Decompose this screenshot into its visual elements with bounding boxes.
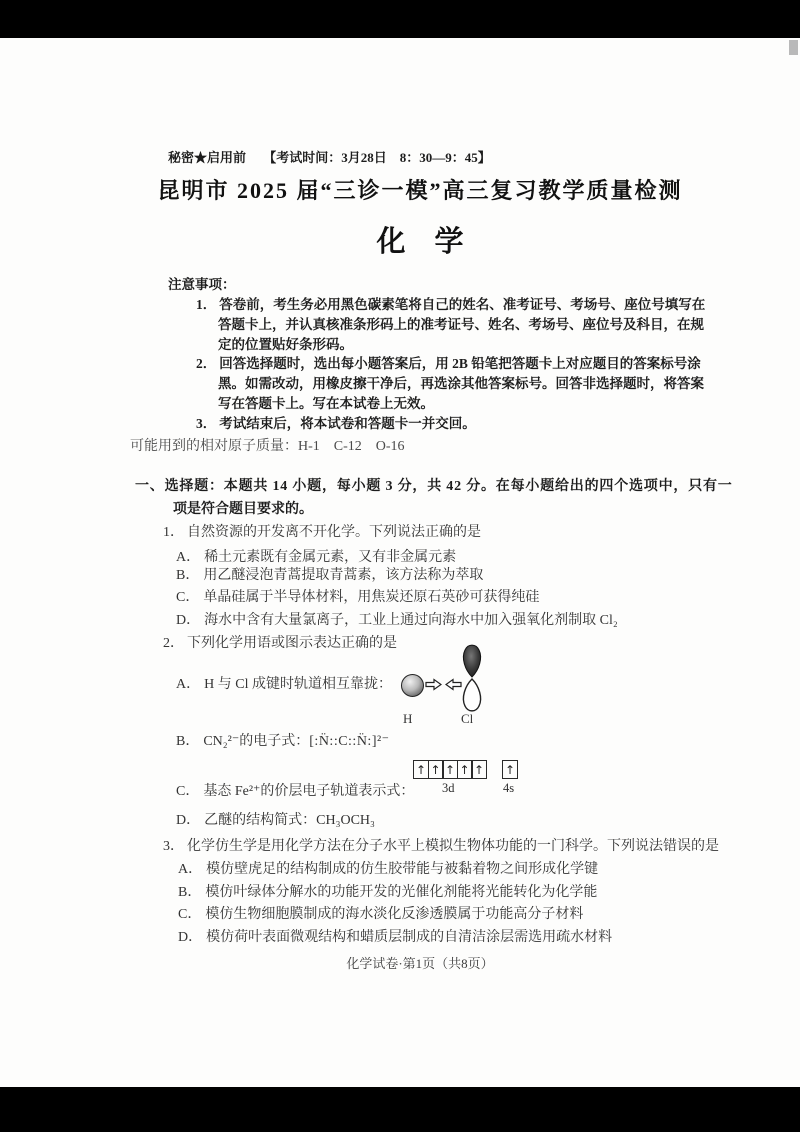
notice-item-1-line-2: 答题卡上，并认真核准条形码上的准考证号、姓名、考场号、座位号及科目，在规: [218, 317, 704, 332]
exam-time-label: 【考试时间：3月28日 8：30—9：45】: [263, 150, 491, 165]
option-text: 稀土元素既有金属元素，又有非金属元素: [204, 550, 457, 565]
question-2-text: 下列化学用语或图示表达正确的是: [187, 636, 397, 651]
option-text: 乙醚的结构简式：CH₃OCH₃: [204, 813, 375, 828]
notice-heading: 注意事项：: [168, 277, 236, 292]
orbital-box-4s: [502, 760, 517, 779]
atomic-mass-note: 可能用到的相对原子质量：H-1 C-12 O-16: [130, 439, 405, 454]
question-1-option-c: [176, 589, 539, 607]
notice-item-1-line-3: 定的位置贴好条形码。: [218, 337, 353, 352]
question-2-option-a: [176, 676, 392, 694]
option-label: D．: [178, 930, 203, 945]
option-label: A．: [176, 550, 201, 565]
option-label: B．: [176, 568, 200, 583]
question-2: [163, 635, 397, 653]
section-heading-line-1: 一、选择题：本题共 14 小题，每小题 3 分，共 42 分。在每小题给出的四个选项中，只有一: [135, 479, 733, 494]
p-orbital-icon: [455, 642, 489, 714]
question-3-option-a: [178, 861, 598, 879]
notice-item-2-text: 回答选择题时，选出每小题答案后，用 2B 铅笔把答题卡上对应题目的答案标号涂: [219, 356, 701, 371]
exam-title: 昆明市 2025 届“三诊一模”高三复习教学质量检测: [157, 178, 683, 203]
question-3-option-d: [178, 929, 612, 947]
question-2-option-b: [176, 733, 390, 751]
question-2-option-d: [176, 812, 375, 830]
notice-item-1-line-1: [196, 297, 705, 314]
subshell-label-4s: 4s: [503, 781, 515, 795]
option-label: B．: [176, 734, 200, 749]
subject-title: 化 学: [376, 226, 464, 258]
notice-item-2-line-2: 黑。如需改动，用橡皮擦干净后，再选涂其他答案标号。回答非选择题时，将答案: [218, 376, 704, 391]
notice-item-2-line-3: 写在答题卡上。写在本试卷上无效。: [218, 396, 434, 411]
question-1-option-d: [176, 612, 618, 630]
option-text: 单晶硅属于半导体材料，用焦炭还原石英砂可获得纯硅: [203, 590, 540, 605]
scan-black-bar-top: [0, 0, 800, 38]
notice-item-2-line-1: [196, 356, 701, 373]
option-label: C．: [176, 784, 200, 799]
question-1-text: 自然资源的开发离不开化学。下列说法正确的是: [187, 525, 481, 540]
option-text: 基态 Fe²⁺的价层电子轨道表示式：: [203, 784, 415, 799]
notice-item-1-text: 答卷前，考生务必用黑色碳素笔将自己的姓名、准考证号、考场号、座位号填写在: [219, 297, 706, 312]
option-text: 模仿壁虎足的结构制成的仿生胶带能与被黏着物之间形成化学键: [206, 862, 599, 877]
question-3-option-c: [178, 906, 583, 924]
electron-up-arrow: ↑: [459, 762, 470, 777]
electron-up-arrow: ↑: [430, 762, 441, 777]
subshell-label-3d: 3d: [442, 781, 455, 795]
option-label: D．: [176, 613, 201, 628]
question-3-text: 化学仿生学是用化学方法在分子水平上模拟生物体功能的一门科学。下列说法错误的是: [187, 839, 719, 854]
option-text: 模仿叶绿体分解水的功能开发的光催化剂能将光能转化为化学能: [205, 885, 598, 900]
s-orbital-sphere: [401, 674, 424, 697]
option-text: 模仿荷叶表面微观结构和蜡质层制成的自清洁涂层需选用疏水材料: [206, 930, 613, 945]
question-1: [163, 524, 481, 542]
option-text: H 与 Cl 成键时轨道相互靠拢：: [204, 677, 392, 692]
option-label: C．: [176, 590, 200, 605]
orbital-box: [502, 760, 518, 779]
notice-item-1-num: 1．: [196, 297, 217, 312]
question-3-num: 3．: [163, 839, 184, 854]
electron-up-arrow: ↑: [444, 762, 456, 777]
option-text: 用乙醚浸泡青蒿提取青蒿素，该方法称为萃取: [203, 568, 484, 583]
electron-dot-formula: [:N̈::C::N̈:]²⁻: [309, 734, 390, 749]
option-text: 海水中含有大量氯离子，工业上通过向海水中加入强氧化剂制取 Cl₂: [204, 613, 618, 628]
scan-black-bar-bottom: [0, 1087, 800, 1132]
notice-item-3-line-1: [196, 416, 476, 433]
sphere-atom-label: H: [403, 711, 413, 726]
orbital-box: [471, 760, 487, 779]
question-2-option-c: [176, 783, 414, 801]
question-1-num: 1．: [163, 525, 184, 540]
option-label: A．: [176, 677, 201, 692]
option-text: CN₂²⁻的电子式：: [203, 734, 310, 749]
question-3-option-b: [178, 884, 597, 902]
notice-item-3-num: 3．: [196, 416, 217, 431]
p-orbital-atom-label: Cl: [461, 711, 474, 726]
question-1-option-b: [176, 567, 483, 585]
electron-up-arrow: ↑: [473, 762, 485, 777]
option-label: A．: [178, 862, 203, 877]
notice-item-3-text: 考试结束后，将本试卷和答题卡一并交回。: [219, 416, 476, 431]
option-text: 模仿生物细胞膜制成的海水淡化反渗透膜属于功能高分子材料: [205, 907, 584, 922]
section-heading-line-2: 项是符合题目要求的。: [173, 502, 313, 517]
option-label: B．: [178, 885, 202, 900]
arrow-right-icon: [425, 678, 442, 691]
footer-page-number: 化学试卷·第1页（共8页）: [346, 956, 494, 971]
option-label: C．: [178, 907, 202, 922]
option-label: D．: [176, 813, 201, 828]
question-2-num: 2．: [163, 636, 184, 651]
question-1-option-a: [176, 549, 456, 567]
notice-item-2-num: 2．: [196, 356, 217, 371]
classification-label: 秘密★启用前: [168, 150, 247, 165]
electron-up-arrow: ↑: [415, 762, 427, 777]
question-3: [163, 838, 719, 856]
electron-up-arrow: ↑: [504, 762, 516, 777]
scan-edge-artifact: [789, 40, 798, 55]
orbital-boxes-3d: [413, 760, 486, 779]
header-row: [168, 150, 491, 166]
